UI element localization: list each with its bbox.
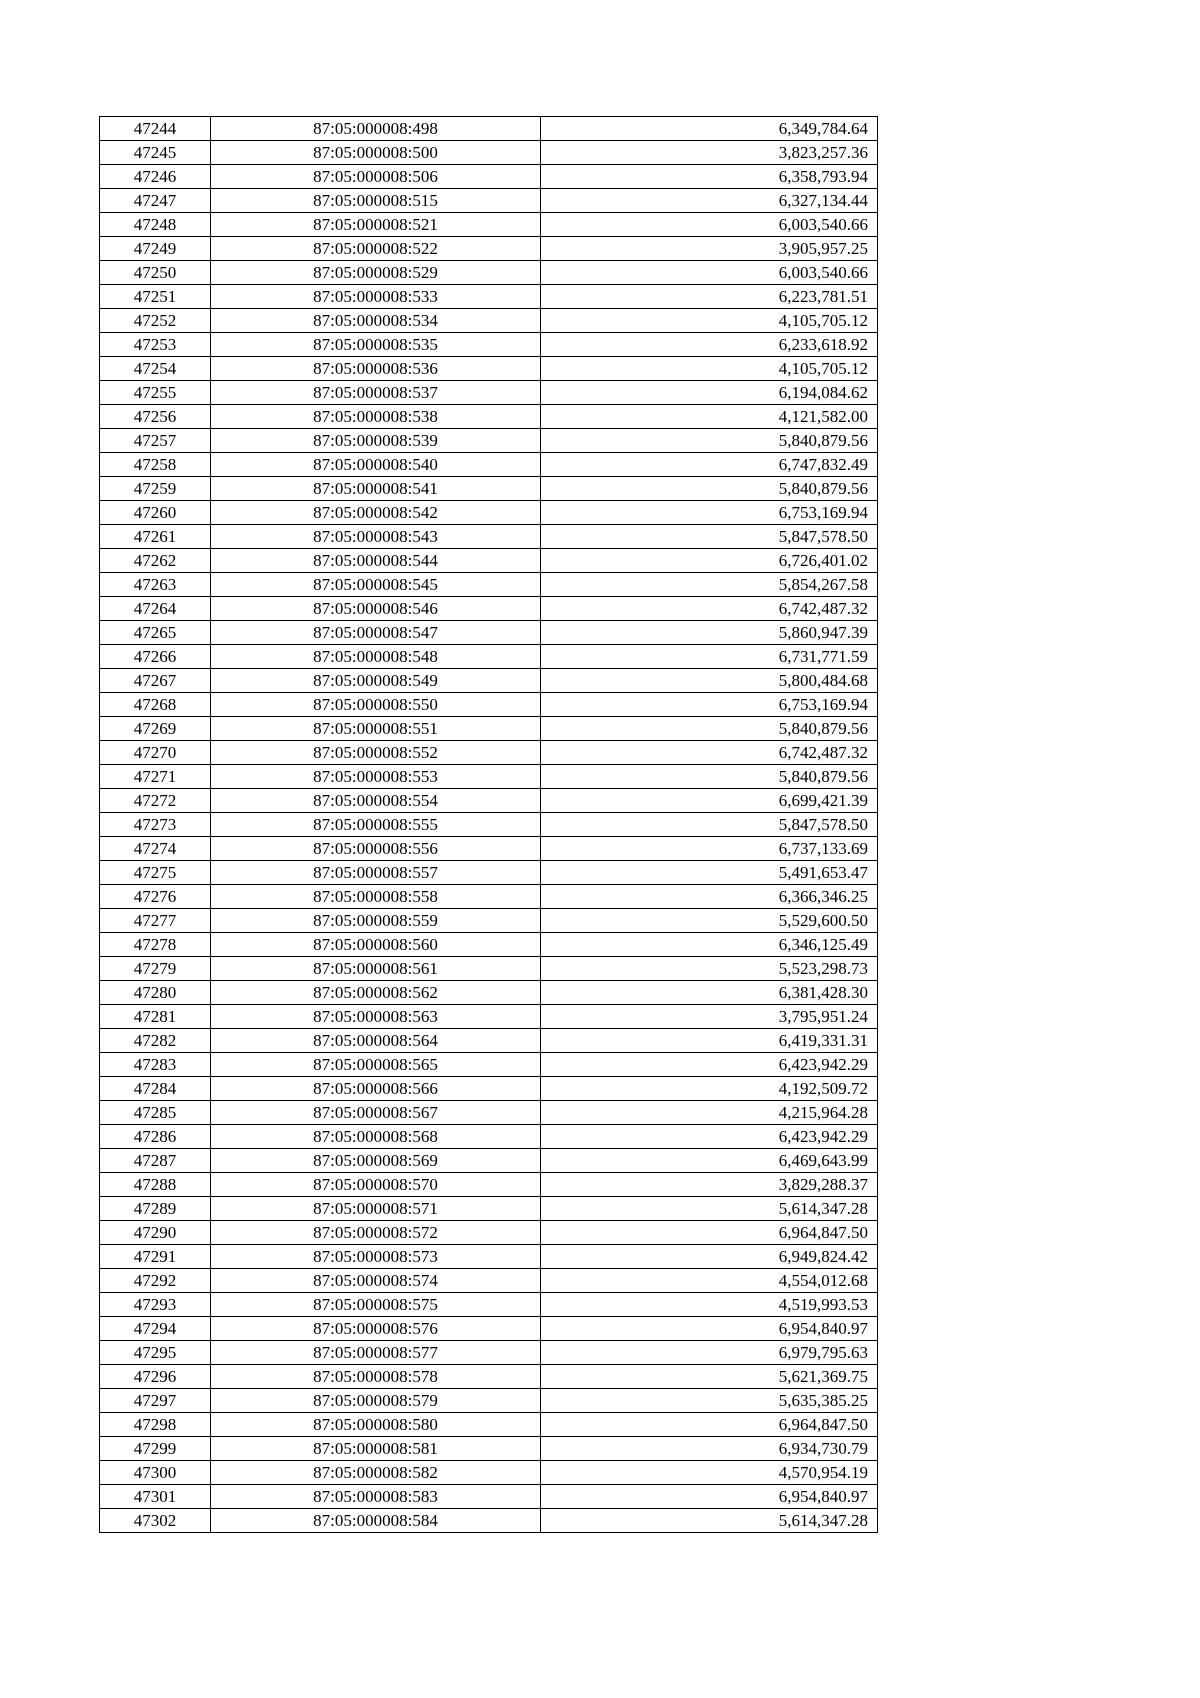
cadastral-number-cell: 87:05:000008:571 xyxy=(211,1197,541,1221)
value-cell: 5,523,298.73 xyxy=(541,957,878,981)
value-cell: 4,519,993.53 xyxy=(541,1293,878,1317)
cadastral-number-cell: 87:05:000008:558 xyxy=(211,885,541,909)
table-row xyxy=(100,477,878,501)
cadastral-number-cell: 87:05:000008:563 xyxy=(211,1005,541,1029)
value-cell: 6,737,133.69 xyxy=(541,837,878,861)
row-number-cell: 47293 xyxy=(100,1293,211,1317)
table-row xyxy=(100,693,878,717)
value-cell: 3,905,957.25 xyxy=(541,237,878,261)
row-number-cell: 47268 xyxy=(100,693,211,717)
value-cell: 3,829,288.37 xyxy=(541,1173,878,1197)
table-row xyxy=(100,141,878,165)
row-number-cell: 47278 xyxy=(100,933,211,957)
row-number-cell: 47258 xyxy=(100,453,211,477)
row-number-cell: 47260 xyxy=(100,501,211,525)
row-number-cell: 47270 xyxy=(100,741,211,765)
table-row xyxy=(100,357,878,381)
cadastral-number-cell: 87:05:000008:498 xyxy=(211,117,541,141)
cadastral-number-cell: 87:05:000008:573 xyxy=(211,1245,541,1269)
table-row xyxy=(100,933,878,957)
row-number-cell: 47283 xyxy=(100,1053,211,1077)
row-number-cell: 47286 xyxy=(100,1125,211,1149)
value-cell: 6,742,487.32 xyxy=(541,597,878,621)
value-cell: 5,529,600.50 xyxy=(541,909,878,933)
cadastral-number-cell: 87:05:000008:583 xyxy=(211,1485,541,1509)
table-row xyxy=(100,189,878,213)
value-cell: 5,491,653.47 xyxy=(541,861,878,885)
row-number-cell: 47296 xyxy=(100,1365,211,1389)
table-row xyxy=(100,597,878,621)
table-row xyxy=(100,1029,878,1053)
cadastral-number-cell: 87:05:000008:582 xyxy=(211,1461,541,1485)
row-number-cell: 47264 xyxy=(100,597,211,621)
row-number-cell: 47276 xyxy=(100,885,211,909)
value-cell: 4,570,954.19 xyxy=(541,1461,878,1485)
table-row xyxy=(100,669,878,693)
value-cell: 5,635,385.25 xyxy=(541,1389,878,1413)
cadastral-number-cell: 87:05:000008:500 xyxy=(211,141,541,165)
row-number-cell: 47269 xyxy=(100,717,211,741)
cadastral-number-cell: 87:05:000008:515 xyxy=(211,189,541,213)
value-cell: 5,860,947.39 xyxy=(541,621,878,645)
cadastral-number-cell: 87:05:000008:541 xyxy=(211,477,541,501)
value-cell: 6,747,832.49 xyxy=(541,453,878,477)
table-row xyxy=(100,1053,878,1077)
cadastral-number-cell: 87:05:000008:576 xyxy=(211,1317,541,1341)
row-number-cell: 47257 xyxy=(100,429,211,453)
table-row xyxy=(100,621,878,645)
table-row xyxy=(100,837,878,861)
value-cell: 6,223,781.51 xyxy=(541,285,878,309)
cadastral-number-cell: 87:05:000008:549 xyxy=(211,669,541,693)
row-number-cell: 47254 xyxy=(100,357,211,381)
cadastral-number-cell: 87:05:000008:569 xyxy=(211,1149,541,1173)
row-number-cell: 47280 xyxy=(100,981,211,1005)
table-row xyxy=(100,1485,878,1509)
row-number-cell: 47302 xyxy=(100,1509,211,1533)
table-row xyxy=(100,1077,878,1101)
row-number-cell: 47265 xyxy=(100,621,211,645)
value-cell: 5,840,879.56 xyxy=(541,429,878,453)
row-number-cell: 47259 xyxy=(100,477,211,501)
cadastral-number-cell: 87:05:000008:565 xyxy=(211,1053,541,1077)
value-cell: 3,795,951.24 xyxy=(541,1005,878,1029)
cadastral-number-cell: 87:05:000008:522 xyxy=(211,237,541,261)
row-number-cell: 47282 xyxy=(100,1029,211,1053)
table-row xyxy=(100,1437,878,1461)
row-number-cell: 47255 xyxy=(100,381,211,405)
table-row xyxy=(100,1389,878,1413)
table-row xyxy=(100,1173,878,1197)
cadastral-number-cell: 87:05:000008:544 xyxy=(211,549,541,573)
value-cell: 5,840,879.56 xyxy=(541,765,878,789)
row-number-cell: 47288 xyxy=(100,1173,211,1197)
table-row xyxy=(100,285,878,309)
row-number-cell: 47273 xyxy=(100,813,211,837)
row-number-cell: 47262 xyxy=(100,549,211,573)
cadastral-number-cell: 87:05:000008:552 xyxy=(211,741,541,765)
cadastral-number-cell: 87:05:000008:534 xyxy=(211,309,541,333)
table-row xyxy=(100,1221,878,1245)
cadastral-number-cell: 87:05:000008:580 xyxy=(211,1413,541,1437)
cadastral-number-cell: 87:05:000008:540 xyxy=(211,453,541,477)
row-number-cell: 47284 xyxy=(100,1077,211,1101)
value-cell: 6,346,125.49 xyxy=(541,933,878,957)
table-row xyxy=(100,1149,878,1173)
cadastral-number-cell: 87:05:000008:566 xyxy=(211,1077,541,1101)
value-cell: 6,381,428.30 xyxy=(541,981,878,1005)
table-row xyxy=(100,1245,878,1269)
row-number-cell: 47281 xyxy=(100,1005,211,1029)
cadastral-number-cell: 87:05:000008:547 xyxy=(211,621,541,645)
cadastral-number-cell: 87:05:000008:559 xyxy=(211,909,541,933)
cadastral-number-cell: 87:05:000008:551 xyxy=(211,717,541,741)
table-row xyxy=(100,1317,878,1341)
row-number-cell: 47301 xyxy=(100,1485,211,1509)
value-cell: 6,366,346.25 xyxy=(541,885,878,909)
table-row xyxy=(100,501,878,525)
row-number-cell: 47266 xyxy=(100,645,211,669)
table-row xyxy=(100,549,878,573)
value-cell: 5,847,578.50 xyxy=(541,813,878,837)
row-number-cell: 47291 xyxy=(100,1245,211,1269)
value-cell: 5,614,347.28 xyxy=(541,1197,878,1221)
table-row xyxy=(100,309,878,333)
row-number-cell: 47263 xyxy=(100,573,211,597)
table-row xyxy=(100,573,878,597)
cadastral-number-cell: 87:05:000008:538 xyxy=(211,405,541,429)
row-number-cell: 47253 xyxy=(100,333,211,357)
table-row xyxy=(100,885,878,909)
table-row xyxy=(100,861,878,885)
value-cell: 4,192,509.72 xyxy=(541,1077,878,1101)
row-number-cell: 47279 xyxy=(100,957,211,981)
value-cell: 6,964,847.50 xyxy=(541,1221,878,1245)
cadastral-number-cell: 87:05:000008:545 xyxy=(211,573,541,597)
cadastral-number-cell: 87:05:000008:554 xyxy=(211,789,541,813)
cadastral-number-cell: 87:05:000008:550 xyxy=(211,693,541,717)
cadastral-number-cell: 87:05:000008:535 xyxy=(211,333,541,357)
value-cell: 6,469,643.99 xyxy=(541,1149,878,1173)
table-row xyxy=(100,237,878,261)
cadastral-number-cell: 87:05:000008:555 xyxy=(211,813,541,837)
value-cell: 6,003,540.66 xyxy=(541,261,878,285)
cadastral-number-cell: 87:05:000008:584 xyxy=(211,1509,541,1533)
row-number-cell: 47256 xyxy=(100,405,211,429)
cadastral-value-table xyxy=(99,116,878,1533)
value-cell: 6,949,824.42 xyxy=(541,1245,878,1269)
value-cell: 6,419,331.31 xyxy=(541,1029,878,1053)
row-number-cell: 47247 xyxy=(100,189,211,213)
table-body xyxy=(100,117,878,1533)
value-cell: 6,753,169.94 xyxy=(541,693,878,717)
cadastral-number-cell: 87:05:000008:562 xyxy=(211,981,541,1005)
row-number-cell: 47267 xyxy=(100,669,211,693)
table-row xyxy=(100,1125,878,1149)
cadastral-number-cell: 87:05:000008:568 xyxy=(211,1125,541,1149)
cadastral-number-cell: 87:05:000008:561 xyxy=(211,957,541,981)
value-cell: 6,964,847.50 xyxy=(541,1413,878,1437)
row-number-cell: 47299 xyxy=(100,1437,211,1461)
cadastral-number-cell: 87:05:000008:570 xyxy=(211,1173,541,1197)
value-cell: 6,423,942.29 xyxy=(541,1053,878,1077)
row-number-cell: 47252 xyxy=(100,309,211,333)
cadastral-number-cell: 87:05:000008:578 xyxy=(211,1365,541,1389)
row-number-cell: 47275 xyxy=(100,861,211,885)
row-number-cell: 47277 xyxy=(100,909,211,933)
table-row xyxy=(100,405,878,429)
cadastral-number-cell: 87:05:000008:572 xyxy=(211,1221,541,1245)
cadastral-number-cell: 87:05:000008:529 xyxy=(211,261,541,285)
cadastral-number-cell: 87:05:000008:546 xyxy=(211,597,541,621)
row-number-cell: 47287 xyxy=(100,1149,211,1173)
row-number-cell: 47290 xyxy=(100,1221,211,1245)
cadastral-number-cell: 87:05:000008:506 xyxy=(211,165,541,189)
row-number-cell: 47271 xyxy=(100,765,211,789)
row-number-cell: 47289 xyxy=(100,1197,211,1221)
table-row xyxy=(100,117,878,141)
row-number-cell: 47285 xyxy=(100,1101,211,1125)
value-cell: 6,731,771.59 xyxy=(541,645,878,669)
cadastral-number-cell: 87:05:000008:533 xyxy=(211,285,541,309)
cadastral-number-cell: 87:05:000008:574 xyxy=(211,1269,541,1293)
value-cell: 6,327,134.44 xyxy=(541,189,878,213)
value-cell: 5,854,267.58 xyxy=(541,573,878,597)
value-cell: 4,105,705.12 xyxy=(541,357,878,381)
cadastral-number-cell: 87:05:000008:560 xyxy=(211,933,541,957)
table-row xyxy=(100,1269,878,1293)
table-row xyxy=(100,909,878,933)
table-row xyxy=(100,1461,878,1485)
value-cell: 4,121,582.00 xyxy=(541,405,878,429)
cadastral-number-cell: 87:05:000008:542 xyxy=(211,501,541,525)
value-cell: 6,954,840.97 xyxy=(541,1485,878,1509)
value-cell: 6,003,540.66 xyxy=(541,213,878,237)
value-cell: 6,349,784.64 xyxy=(541,117,878,141)
row-number-cell: 47246 xyxy=(100,165,211,189)
cadastral-number-cell: 87:05:000008:536 xyxy=(211,357,541,381)
value-cell: 6,358,793.94 xyxy=(541,165,878,189)
row-number-cell: 47292 xyxy=(100,1269,211,1293)
row-number-cell: 47245 xyxy=(100,141,211,165)
value-cell: 3,823,257.36 xyxy=(541,141,878,165)
value-cell: 6,726,401.02 xyxy=(541,549,878,573)
table-row xyxy=(100,1509,878,1533)
value-cell: 4,105,705.12 xyxy=(541,309,878,333)
table-row xyxy=(100,429,878,453)
value-cell: 5,800,484.68 xyxy=(541,669,878,693)
value-cell: 6,423,942.29 xyxy=(541,1125,878,1149)
table-row xyxy=(100,717,878,741)
value-cell: 5,847,578.50 xyxy=(541,525,878,549)
table-row xyxy=(100,261,878,285)
cadastral-number-cell: 87:05:000008:539 xyxy=(211,429,541,453)
cadastral-number-cell: 87:05:000008:564 xyxy=(211,1029,541,1053)
row-number-cell: 47251 xyxy=(100,285,211,309)
table-row xyxy=(100,765,878,789)
table-row xyxy=(100,1293,878,1317)
value-cell: 6,194,084.62 xyxy=(541,381,878,405)
cadastral-number-cell: 87:05:000008:556 xyxy=(211,837,541,861)
value-cell: 6,934,730.79 xyxy=(541,1437,878,1461)
value-cell: 6,954,840.97 xyxy=(541,1317,878,1341)
value-cell: 5,840,879.56 xyxy=(541,717,878,741)
row-number-cell: 47261 xyxy=(100,525,211,549)
cadastral-number-cell: 87:05:000008:537 xyxy=(211,381,541,405)
table-row xyxy=(100,1101,878,1125)
table-row xyxy=(100,1341,878,1365)
cadastral-number-cell: 87:05:000008:543 xyxy=(211,525,541,549)
value-cell: 6,699,421.39 xyxy=(541,789,878,813)
value-cell: 6,753,169.94 xyxy=(541,501,878,525)
cadastral-number-cell: 87:05:000008:577 xyxy=(211,1341,541,1365)
cadastral-number-cell: 87:05:000008:548 xyxy=(211,645,541,669)
row-number-cell: 47272 xyxy=(100,789,211,813)
row-number-cell: 47248 xyxy=(100,213,211,237)
row-number-cell: 47274 xyxy=(100,837,211,861)
cadastral-number-cell: 87:05:000008:579 xyxy=(211,1389,541,1413)
table-row xyxy=(100,1413,878,1437)
cadastral-number-cell: 87:05:000008:553 xyxy=(211,765,541,789)
row-number-cell: 47294 xyxy=(100,1317,211,1341)
row-number-cell: 47298 xyxy=(100,1413,211,1437)
cadastral-number-cell: 87:05:000008:557 xyxy=(211,861,541,885)
table-row xyxy=(100,1005,878,1029)
value-cell: 5,621,369.75 xyxy=(541,1365,878,1389)
table-row xyxy=(100,741,878,765)
value-cell: 5,840,879.56 xyxy=(541,477,878,501)
row-number-cell: 47297 xyxy=(100,1389,211,1413)
value-cell: 6,742,487.32 xyxy=(541,741,878,765)
table-row xyxy=(100,957,878,981)
table-row xyxy=(100,213,878,237)
table-row xyxy=(100,813,878,837)
table-row xyxy=(100,381,878,405)
row-number-cell: 47244 xyxy=(100,117,211,141)
table-row xyxy=(100,981,878,1005)
cadastral-number-cell: 87:05:000008:581 xyxy=(211,1437,541,1461)
row-number-cell: 47250 xyxy=(100,261,211,285)
cadastral-number-cell: 87:05:000008:567 xyxy=(211,1101,541,1125)
cadastral-number-cell: 87:05:000008:575 xyxy=(211,1293,541,1317)
value-cell: 5,614,347.28 xyxy=(541,1509,878,1533)
table-row xyxy=(100,789,878,813)
row-number-cell: 47300 xyxy=(100,1461,211,1485)
value-cell: 4,554,012.68 xyxy=(541,1269,878,1293)
row-number-cell: 47295 xyxy=(100,1341,211,1365)
value-cell: 4,215,964.28 xyxy=(541,1101,878,1125)
table-row xyxy=(100,645,878,669)
value-cell: 6,233,618.92 xyxy=(541,333,878,357)
table-row xyxy=(100,333,878,357)
value-cell: 6,979,795.63 xyxy=(541,1341,878,1365)
cadastral-number-cell: 87:05:000008:521 xyxy=(211,213,541,237)
table-row xyxy=(100,165,878,189)
table-row xyxy=(100,453,878,477)
table-row xyxy=(100,1197,878,1221)
table-row xyxy=(100,525,878,549)
row-number-cell: 47249 xyxy=(100,237,211,261)
table-row xyxy=(100,1365,878,1389)
